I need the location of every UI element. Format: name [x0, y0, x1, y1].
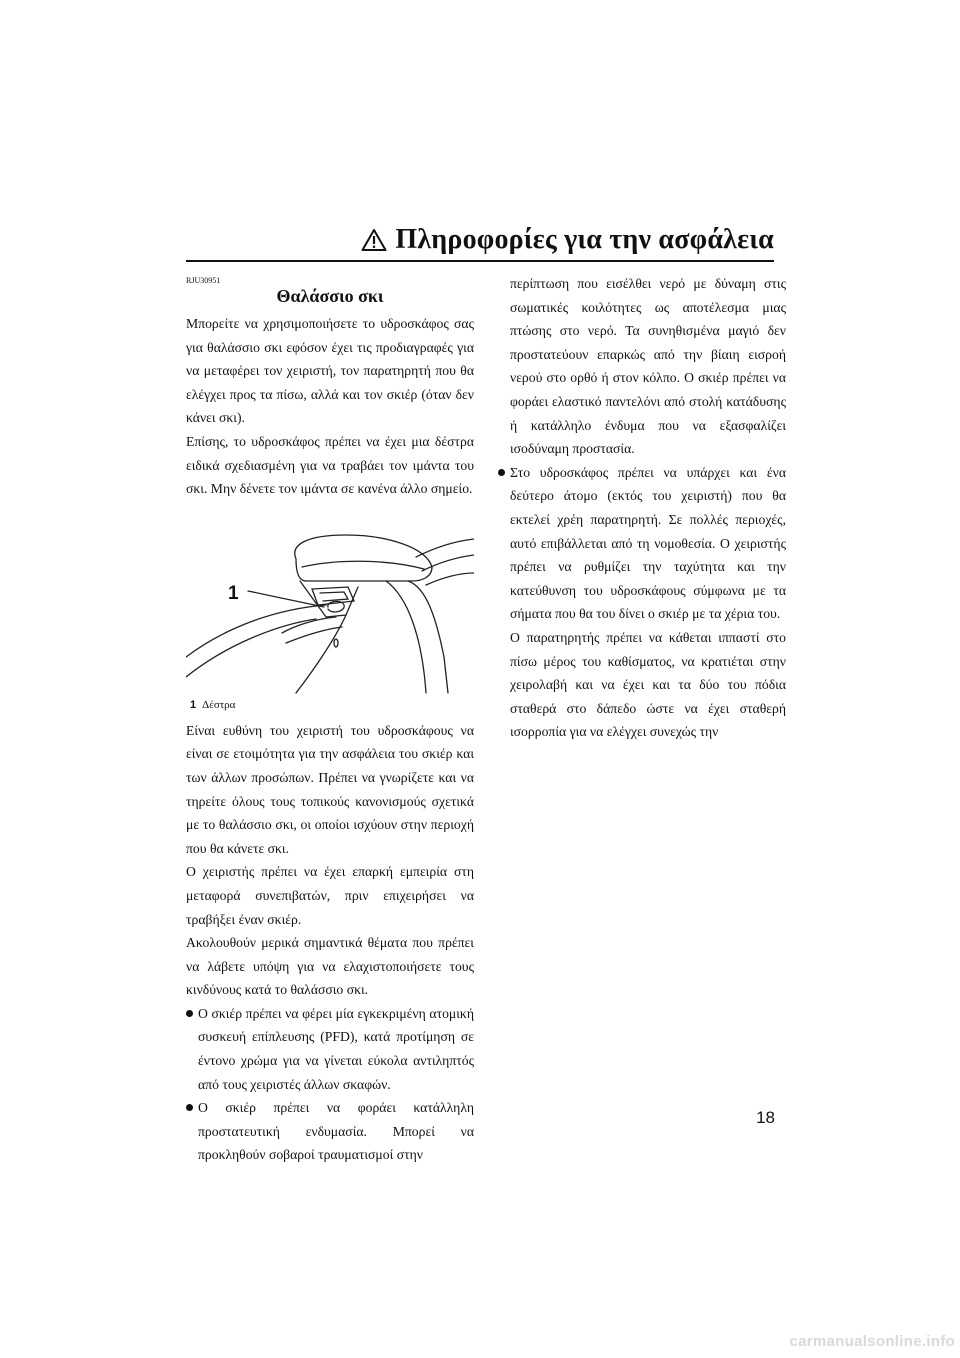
- bullet-dot-icon: [498, 469, 505, 476]
- section-code: RJU30951: [186, 276, 221, 285]
- watermark: carmanualsonline.info: [789, 1333, 955, 1350]
- page-header: [186, 222, 774, 262]
- page-header-title: Πληροφορίες για την ασφάλεια: [395, 224, 774, 255]
- page-number: 18: [756, 1108, 775, 1127]
- warning-triangle-icon: [361, 228, 387, 252]
- bullet-item-observer: Στο υδροσκάφος πρέπει να υπάρχει και ένα δεύτερο άτομο (εκτός του χειριστή) που θα εκτελεί χρέη παρατηρητή. Σε πολλές περιοχές, αυτό επιβάλλεται από τη νομοθεσία. Ο χειριστής πρέπει να ρυθμίζει την ταχύτητα και την κατεύθυνση του υδροσκάφους σύμφωνα με τα σήματα που θα του δίνει ο σκιέρ με τα χέρια του.: [498, 461, 786, 626]
- paragraph-experience: Ο χειριστής πρέπει να έχει επαρκή εμπειρία στη μεταφορά συνεπιβατών, πριν επιχειρήσει να τραβήξει έναν σκιέρ.: [186, 864, 474, 927]
- callout-number: 1: [228, 582, 239, 604]
- right-column: [498, 272, 786, 744]
- caption-number: 1: [190, 698, 197, 711]
- bullet-item-pfd: Ο σκιέρ πρέπει να φέρει μία εγκεκριμένη ατομική συσκευή επίπλευσης (PFD), κατά προτίμηση σε έντονο χρώμα για να γίνεται εύκολα αντιληπτός από τους χειριστές άλλων σκαφών.: [186, 1002, 474, 1096]
- paragraph-intro: Μπορείτε να χρησιμοποιήσετε το υδροσκάφος σας για θαλάσσιο σκι εφόσον έχει τις προδιαγραφές για να μεταφέρει τον χειριστή, τον παρατηρητή που θα ελέγχει προς τα πίσω, αλλά και τον σκιέρ (όταν δεν κάνει σκι).: [186, 316, 474, 426]
- paragraph-responsibility: Είναι ευθύνη του χειριστή του υδροσκάφους να είναι σε ετοιμότητα για την ασφάλεια του σκιέρ και των άλλων προσώπων. Πρέπει να γνωρίζετε και να τηρείτε όλους τους τοπικούς κανονισμούς σχετικά με το θαλάσσιο σκι, οι οποίοι ισχύουν στην περιοχή που θα κάνετε σκι.: [186, 722, 474, 856]
- bullet-dot-icon: [186, 1010, 193, 1017]
- caption-text: Δέστρα: [202, 698, 236, 711]
- left-column: [186, 276, 474, 1167]
- bullet-observer-continuation: Ο παρατηρητής πρέπει να κάθεται ιππαστί στο πίσω μέρος του καθίσματος, να κρατιέται στην χειρολαβή και να έχει και τα δύο του πόδια σταθερά στο δάπεδο ώστε να έχει σταθερή ισορροπία για να ελέγχει συνεχώς την: [510, 629, 786, 740]
- bullet-continuation: περίπτωση που εισέλθει νερό με δύναμη στις σωματικές κοιλότητες ως αποτέλεσμα μιας πτώσης στο νερό. Τα συνηθισμένα μαγιό δεν προστατεύουν επαρκώς από την βίαιη εισροή νερού στο ορθό ή στον κόλπο. Ο σκιέρ πρέπει να φοράει ελαστικό παντελόνι από στολή κατάδυσης ή κατάλληλο ένδυμα που να εξασφαλίζει ισοδύναμη προστασία.: [510, 276, 786, 457]
- header-title-group: [361, 224, 774, 256]
- bullet-dot-icon: [186, 1104, 193, 1111]
- section-title: Θαλάσσιο σκι: [276, 286, 384, 306]
- figure-caption: [190, 697, 474, 713]
- paragraph-tow-hook: Επίσης, το υδροσκάφος πρέπει να έχει μια δέστρα ειδικά σχεδιασμένη για να τραβάει τον ιμάντα του σκι. Μην δένετε τον ιμάντα σε κανένα άλλο σημείο.: [186, 433, 474, 497]
- paragraph-intro-list: Ακολουθούν μερικά σημαντικά θέματα που πρέπει να λάβετε υπόψη για να ελαχιστοποιήσετε τους κινδύνους κατά το θαλάσσιο σκι.: [186, 935, 474, 998]
- bullet-item-clothing: Ο σκιέρ πρέπει να φοράει κατάλληλη προστατευτική ενδυμασία. Μπορεί να προκληθούν σοβαροί τραυματισμοί στην: [186, 1096, 474, 1167]
- tow-hook-illustration: [186, 507, 474, 697]
- figure-tow-hook: [186, 507, 474, 697]
